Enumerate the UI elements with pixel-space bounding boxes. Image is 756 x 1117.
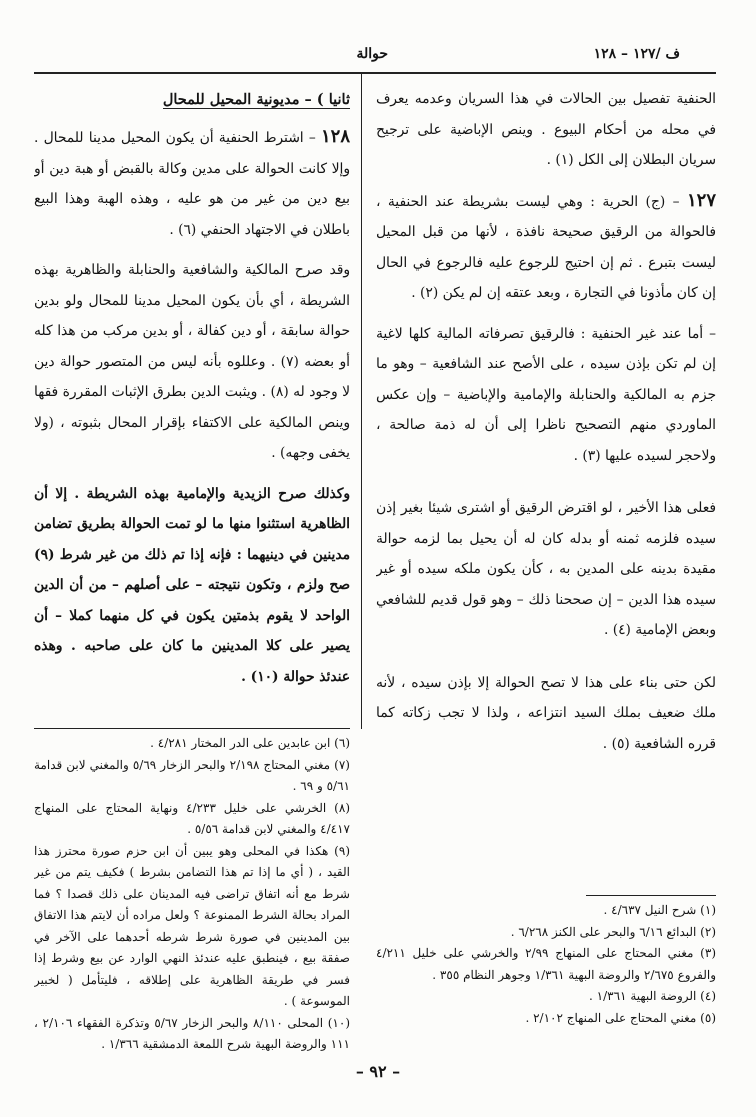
footnote: (٦) ابن عابدين على الدر المختار ٤/٢٨١ . — [150, 736, 350, 750]
running-header-title: حوالة — [356, 46, 388, 62]
paragraph-number: ١٢٧ — [686, 189, 716, 211]
header-rule — [34, 72, 716, 74]
footnote-separator — [586, 895, 716, 896]
paragraph-text: – (ج) الحرية : وهي ليست بشريطة عند الحنفية ، فالحوالة من الرقيق صحيحة نافذة ، لأنها من قبل المحيل ليست بتبرع . ثم إن احتيج للرجوع عليه فالرجوع في الحال إن كان مأذونا في التجارة ، وبعد عتقه إن لم يكن (٢) . — [376, 193, 716, 301]
footnote: (٩) هكذا في المحلى وهو يبين أن ابن حزم صورة محترز هذا القيد ، ( أي ما إذا تم هذا التضامن بشرط ) فكيف يتم من غير شرط مع أنه اتفاق تراضى فيه المدينان على ذلك قصدا ؟ فما المراد بحالة الشرط الممنوعة ؟ ولعل مراده أن لايتم هذا الاتفاق بين المدينين في صورة شرط شرطه أحدهما على الآخر في صفقة بيع ، فينطبق عليه عندئذ النهي الوارد عن بيع وشرط إذا فسر في طريقة الظاهرية على إطلاقه ، فليتأمل ( لخبير الموسوعة ) . — [34, 843, 350, 1008]
footnote: (٣) مغني المحتاج على المنهاج ٢/٩٩ والخرشي على خليل ٤/٢١١ والفروع ٢/٦٧٥ والروضة البهية ١/٣٦١ وجوهر النظام ٣٥٥ . — [376, 946, 716, 982]
paragraph: لكن حتى بناء على هذا لا تصح الحوالة إلا بإذن سيده ، لأنه ملك ضعيف بملك السيد انتزاعه ، ولذا لا تجب زكاته كما قرره الشافعية (٥) . — [376, 674, 716, 752]
footnote-separator — [34, 728, 350, 729]
paragraph-127 — [376, 186, 716, 309]
column-divider — [361, 74, 362, 729]
footnote: (٧) مغني المحتاج ٢/١٩٨ والبحر الزخار ٥/٦٩ والمغني لابن قدامة ٥/٦١ و ٦٩ . — [34, 757, 350, 793]
right-column — [376, 84, 716, 759]
paragraph-text: – اشترط الحنفية أن يكون المحيل مدينا للمحال . وإلا كانت الحوالة على مدين وكالة بالقبض أو هبة دين أو بيع دين من غير من هو عليه ، وهذه الهبة وهذا البيع باطلان في الاجتهاد الحنفي (٦) . — [34, 130, 350, 238]
footnote: (١٠) المحلى ٨/١١٠ والبحر الزخار ٥/٦٧ وتذكرة الفقهاء ٢/١٠٦ ، ١١١ والروضة البهية شرح اللمعة الدمشقية ١/٣٦٦ . — [34, 1015, 350, 1051]
paragraph: الحنفية تفصيل بين الحالات في هذا السريان وعدمه يعرف في محله من أحكام البيوع . وينص الإباضية على ترجيح سريان البطلان إلى الكل (١) . — [376, 91, 716, 168]
paragraph-number: ١٢٨ — [320, 126, 350, 147]
paragraph: فعلى هذا الأخير ، لو اقترض الرقيق أو اشترى شيئا بغير إذن سيده فلزمه ثمنه أو بدله كان له أن يحيل بما لزمه حوالة مقيدة بدينه على المدين به ، كأن يكون ملكه سيده أو غير سيده هذا الدين – إن صححنا ذلك – وهو قول قديم للشافعي وبعض الإمامية (٤) . — [376, 500, 716, 638]
footnote: (٥) مغني المحتاج على المنهاج ٢/١٠٢ . — [525, 1010, 716, 1025]
left-column — [34, 84, 350, 692]
page-number: – ٩٢ – — [355, 1062, 401, 1081]
paragraph-128 — [34, 122, 350, 245]
footnote: (١) شرح النيل ٤/٦٣٧ . — [603, 903, 716, 917]
footnotes-right — [376, 900, 716, 1029]
paragraph: وقد صرح المالكية والشافعية والحنابلة والظاهرية بهذه الشريطة ، أي بأن يكون المحيل مدينا للمحال ولو بدين حوالة سابقة ، أو دين كفالة ، أو بدين مركب من هذا كله أو بعضه (٧) . وعللوه بأنه ليس من المتصور حوالة دين لا وجود له (٨) . ويثبت الدين بطرق الإثبات المقررة فقها وينص المالكية على الاكتفاء بإقرار المحال بثبوته ، (ولا يخفى وجهه) . — [34, 262, 350, 461]
footnote: (٤) الروضة البهية ١/٣٦١ . — [589, 989, 716, 1003]
paragraph: – أما عند غير الحنفية : فالرقيق تصرفاته المالية كلها لاغية إن لم تكن بإذن سيده ، على الأصح عند الشافعية – وهو ما جزم به المالكية والحنابلة والإمامية والإباضية – وإن عكس الماوردي منهم التصحيح ناظرا إلى أن له ذمة صالحة ، ولاحجر لسيده عليها (٣) . — [376, 325, 716, 464]
footnote: (٢) البدائع ٦/١٦ والبحر على الكنز ٦/٢٦٨ . — [510, 924, 716, 939]
footnotes-left — [34, 733, 350, 1056]
running-header-reference: ف /١٢٧ – ١٢٨ — [593, 46, 680, 62]
footnote: (٨) الخرشي على خليل ٤/٢٣٣ ونهاية المحتاج على المنهاج ٤/٤١٧ والمغني لابن قدامة ٥/٥٦ . — [34, 800, 350, 836]
section-heading: ثانيا ) – مديونية المحيل للمحال — [162, 91, 350, 108]
paragraph: وكذلك صرح الزيدية والإمامية بهذه الشريطة . إلا أن الظاهرية استثنوا منها ما لو تمت الحوالة بطريق تضامن مدينين في دينيهما : فإنه إذا تم ذلك من غير شرط (٩) صح ولزم ، وتكون نتيجته – على أصلهم – من أن الدين الواحد لا يقوم بذمتين يكون في كل منهما كملا – أن يصير على كلا المدينين ما كان على صاحبه . وهذه عندئذ حوالة (١٠) . — [34, 485, 350, 685]
